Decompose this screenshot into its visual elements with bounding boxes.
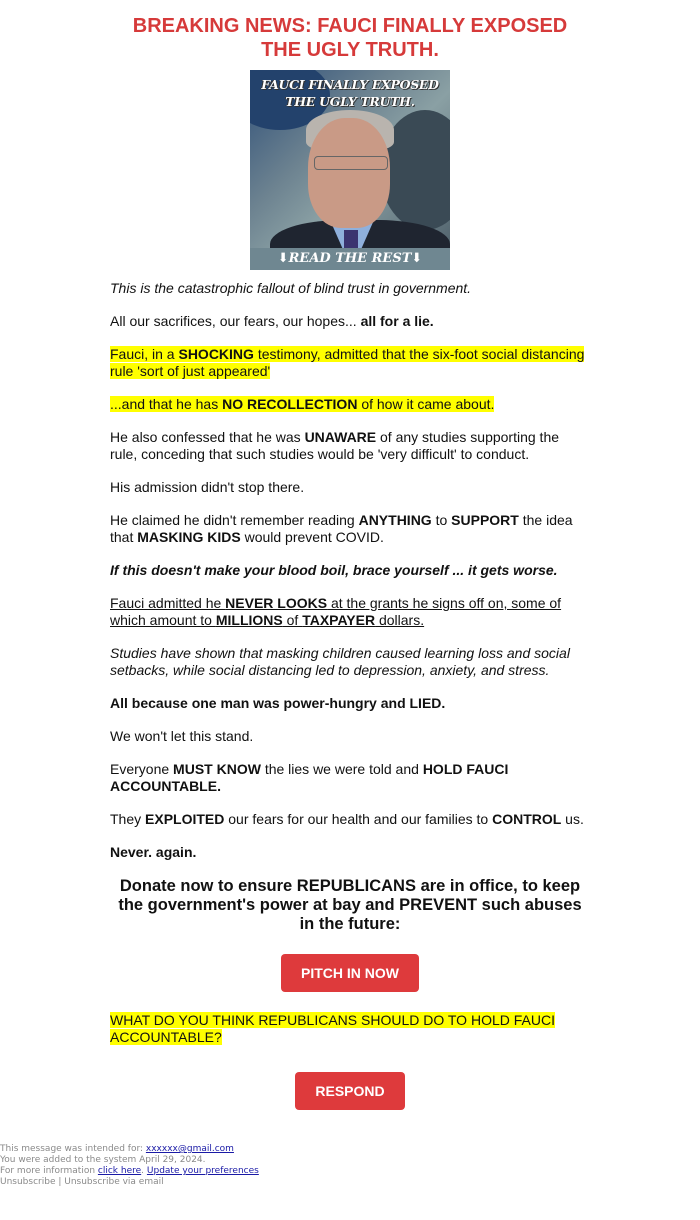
paragraph-wont-let-stand: We won't let this stand. — [110, 728, 254, 744]
text: would prevent COVID. — [240, 529, 384, 545]
bold-text: EXPLOITED — [145, 811, 225, 827]
paragraph-intro — [110, 280, 590, 297]
respond-button[interactable]: RESPOND — [295, 1072, 405, 1110]
headline-line-2: THE UGLY TRUTH. — [261, 39, 439, 61]
text: He also confessed that he was — [110, 429, 305, 445]
bold-text: HOLD FAUCI ACCOUNTABLE. — [110, 761, 509, 794]
bold-text: NEVER LOOKS — [225, 595, 328, 611]
click-here-link[interactable]: click here — [97, 1166, 142, 1176]
glasses-shape — [314, 156, 388, 170]
email-footer — [0, 1144, 259, 1188]
paragraph-studies — [110, 645, 590, 679]
footer-label: This message was intended for: — [0, 1144, 146, 1154]
text: They — [110, 811, 146, 827]
bold-text: All because one man was power-hungry and LIED. — [110, 695, 446, 711]
bold-text: MUST KNOW — [173, 761, 261, 777]
paragraph-blood-boil — [110, 562, 590, 579]
bold-text: ANYTHING — [358, 512, 432, 528]
paragraph-power-hungry — [110, 695, 590, 712]
bold-text: SHOCKING — [178, 346, 254, 362]
bold-text: UNAWARE — [304, 429, 377, 445]
paragraph-admission: His admission didn't stop there. — [110, 479, 305, 495]
text: the lies we were told and — [260, 761, 423, 777]
text: Fauci, in a — [110, 346, 179, 362]
bold-text: all for a lie. — [360, 313, 434, 329]
footer-intended-line — [0, 1144, 259, 1155]
paragraph-exploited — [110, 811, 590, 828]
headline-line-1: BREAKING NEWS: FAUCI FINALLY EXPOSED — [132, 15, 568, 37]
text: Everyone — [110, 761, 174, 777]
text: He claimed he didn't remember reading — [110, 512, 359, 528]
paragraph-unaware — [110, 429, 590, 463]
bold-text: MILLIONS — [215, 612, 283, 628]
email-body — [110, 0, 590, 1110]
paragraph-no-recollection — [110, 396, 590, 413]
update-preferences-link[interactable]: Update your preferences — [146, 1166, 259, 1176]
image-overlay-line-2: THE UGLY TRUTH. — [285, 94, 415, 109]
paragraph-sacrifices — [110, 313, 590, 330]
highlighted-question: WHAT DO YOU THINK REPUBLICANS SHOULD DO TO HOLD FAUCI ACCOUNTABLE? — [110, 1012, 555, 1045]
bold-italic-text: If this doesn't make your blood boil, brace yourself ... it gets worse. — [110, 562, 558, 578]
text: to — [431, 512, 452, 528]
italic-text: Studies have shown that masking children caused learning loss and social setbacks, while social distancing led to depression, anxiety, and stress. — [110, 645, 570, 678]
footer-more-info-line — [0, 1166, 259, 1177]
paragraph-masking-kids — [110, 512, 590, 546]
footer-added-date: You were added to the system April 29, 2024. — [0, 1155, 206, 1165]
paragraph-shocking-testimony — [110, 346, 590, 380]
text: our fears for our health and our families to — [224, 811, 493, 827]
separator: . — [141, 1166, 147, 1176]
highlighted-text — [110, 346, 584, 379]
text: Fauci admitted he — [110, 595, 226, 611]
bold-text: SUPPORT — [451, 512, 519, 528]
read-the-rest-bar: ⬇READ THE REST⬇ — [250, 248, 450, 270]
text: All our sacrifices, our fears, our hopes... — [110, 313, 361, 329]
face-shape — [308, 118, 390, 228]
footer-label: For more information — [0, 1166, 98, 1176]
text: dollars. — [375, 612, 425, 628]
image-overlay-title — [250, 76, 450, 110]
recipient-email-link[interactable]: xxxxxx@gmail.com — [145, 1144, 234, 1154]
bold-text: Never. again. — [110, 844, 197, 860]
donate-call-to-action: Donate now to ensure REPUBLICANS are in office, to keep the government's power at bay and PREVENT such abuses in the future: — [118, 877, 582, 933]
text: at the grants he signs off on, some of which amount to — [110, 595, 562, 628]
bold-text: MASKING KIDS — [137, 529, 241, 545]
text: of — [282, 612, 303, 628]
bold-text: NO RECOLLECTION — [222, 396, 358, 412]
highlighted-text — [110, 396, 494, 412]
survey-question — [110, 1012, 590, 1046]
image-overlay-line-1: FAUCI FINALLY EXPOSED — [261, 77, 439, 92]
unsubscribe-links[interactable]: Unsubscribe | Unsubscribe via email — [0, 1177, 164, 1187]
bold-text: CONTROL — [492, 811, 562, 827]
text: the idea that — [110, 512, 573, 545]
text: of how it came about. — [357, 396, 495, 412]
paragraph-never-again — [110, 844, 590, 861]
hero-image-link[interactable] — [250, 70, 450, 270]
intro-text: This is the catastrophic fallout of blind trust in government. — [110, 280, 472, 296]
pitch-in-now-button[interactable]: PITCH IN NOW — [281, 954, 419, 992]
paragraph-grants — [110, 595, 590, 629]
bold-text: TAXPAYER — [302, 612, 376, 628]
text: testimony, admitted that the six-foot social distancing rule 'sort of just appeared' — [110, 346, 585, 379]
text: ...and that he has — [110, 396, 223, 412]
text: us. — [561, 811, 584, 827]
paragraph-must-know — [110, 761, 590, 795]
text: of any studies supporting the rule, conceding that such studies would be 'very difficult' to conduct. — [110, 429, 560, 462]
headline — [110, 14, 590, 62]
